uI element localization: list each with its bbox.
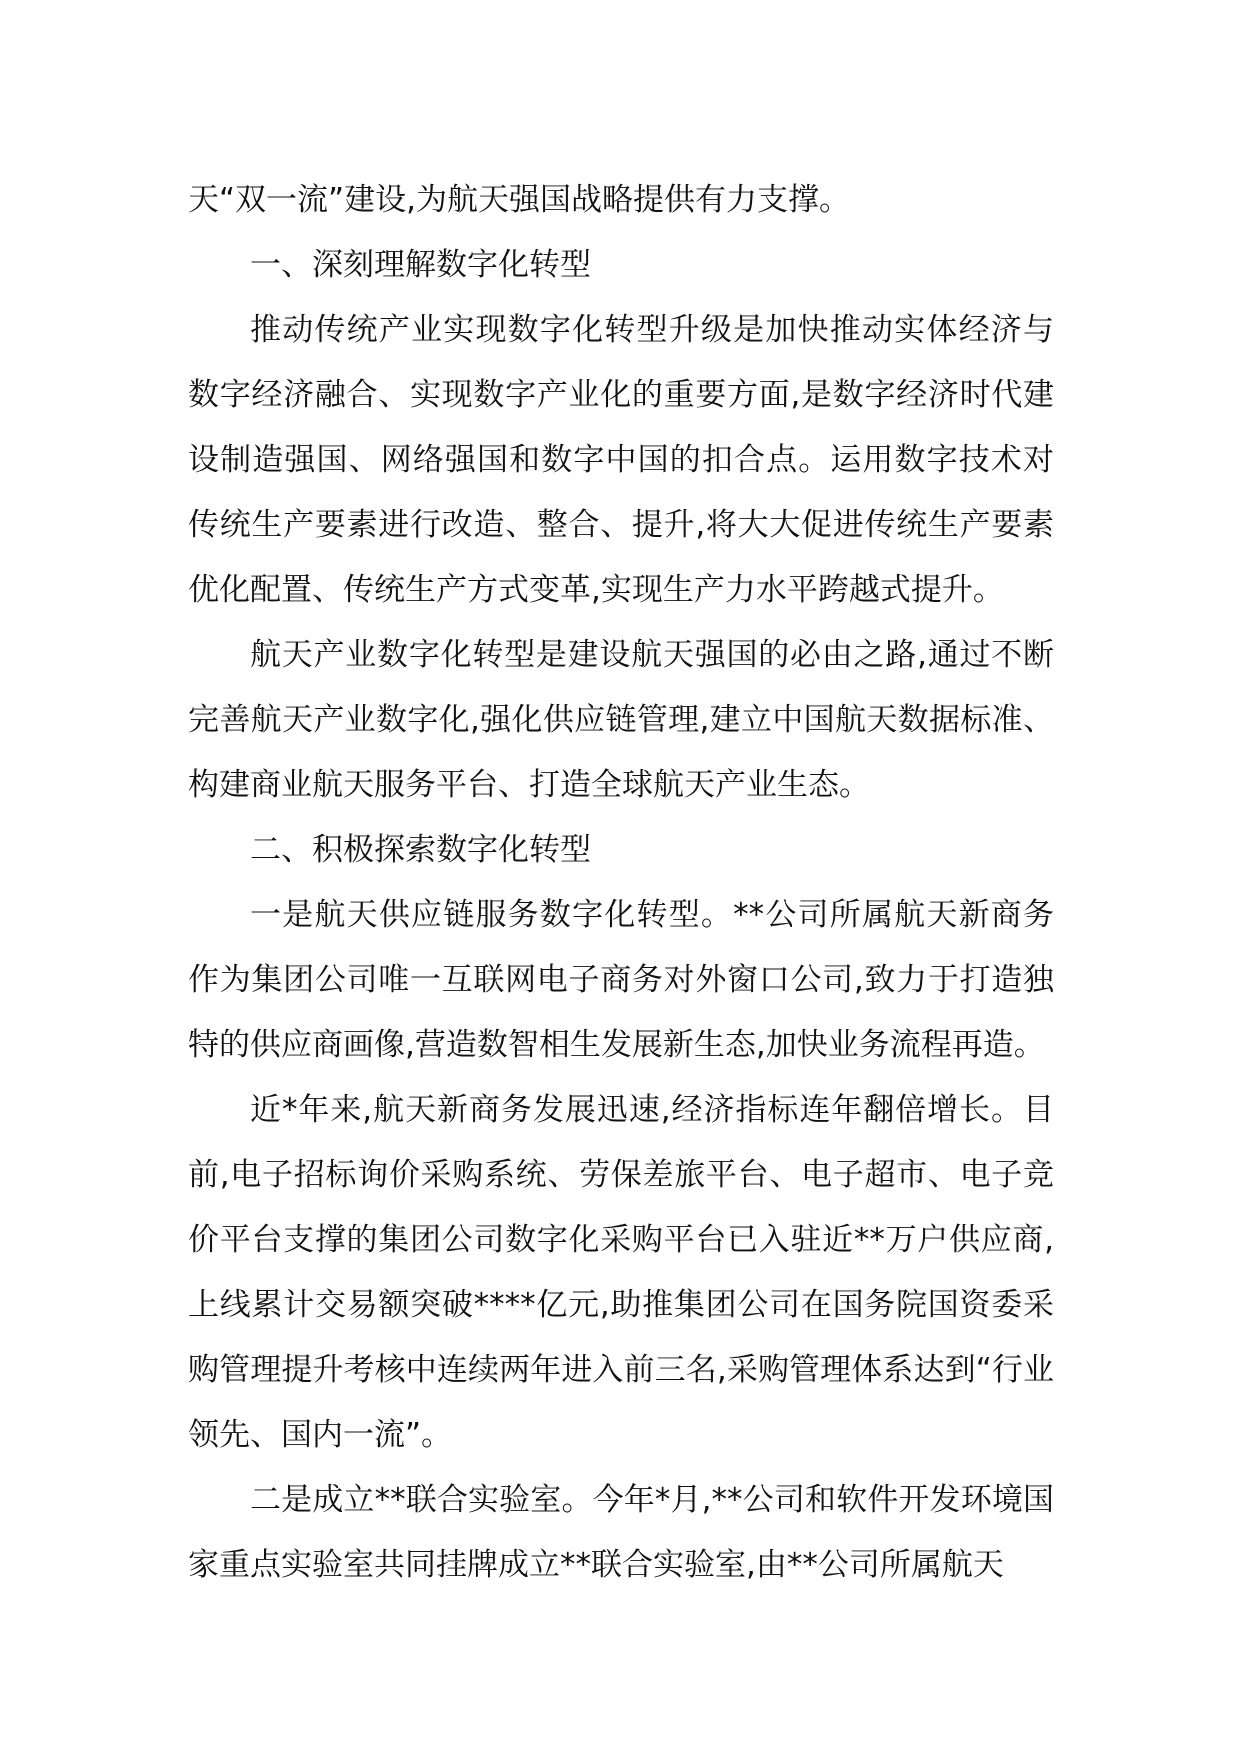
paragraph: 一是航天供应链服务数字化转型。**公司所属航天新商务作为集团公司唯一互联网电子商务对外窗口公司,致力于打造独特的供应商画像,营造数智相生发展新生态,加快业务流程再造。 bbox=[188, 897, 1054, 1063]
section-heading-2: 二、积极探索数字化转型 bbox=[250, 832, 591, 868]
document-body bbox=[188, 168, 1054, 1598]
paragraph: 航天产业数字化转型是建设航天强国的必由之路,通过不断完善航天产业数字化,强化供应链管理,建立中国航天数据标准、构建商业航天服务平台、打造全球航天产业生态。 bbox=[188, 637, 1054, 803]
paragraph: 推动传统产业实现数字化转型升级是加快推动实体经济与数字经济融合、实现数字产业化的重要方面,是数字经济时代建设制造强国、网络强国和数字中国的扣合点。运用数字技术对传统生产要素进行改造、整合、提升,将大大促进传统生产要素优化配置、传统生产方式变革,实现生产力水平跨越式提升。 bbox=[188, 312, 1054, 608]
paragraph: 二是成立**联合实验室。今年*月,**公司和软件开发环境国家重点实验室共同挂牌成立**联合实验室,由**公司所属航天 bbox=[188, 1482, 1054, 1583]
paragraph: 近*年来,航天新商务发展迅速,经济指标连年翻倍增长。目前,电子招标询价采购系统、劳保差旅平台、电子超市、电子竞价平台支撑的集团公司数字化采购平台已入驻近**万户供应商,上线累计交易额突破****亿元,助推集团公司在国务院国资委采购管理提升考核中连续两年进入前三名,采购管理体系达到“行业领先、国内一流”。 bbox=[188, 1092, 1054, 1453]
section-heading-1: 一、深刻理解数字化转型 bbox=[250, 247, 591, 283]
paragraph-continuation: 天“双一流”建设,为航天强国战略提供有力支撑。 bbox=[188, 182, 850, 218]
